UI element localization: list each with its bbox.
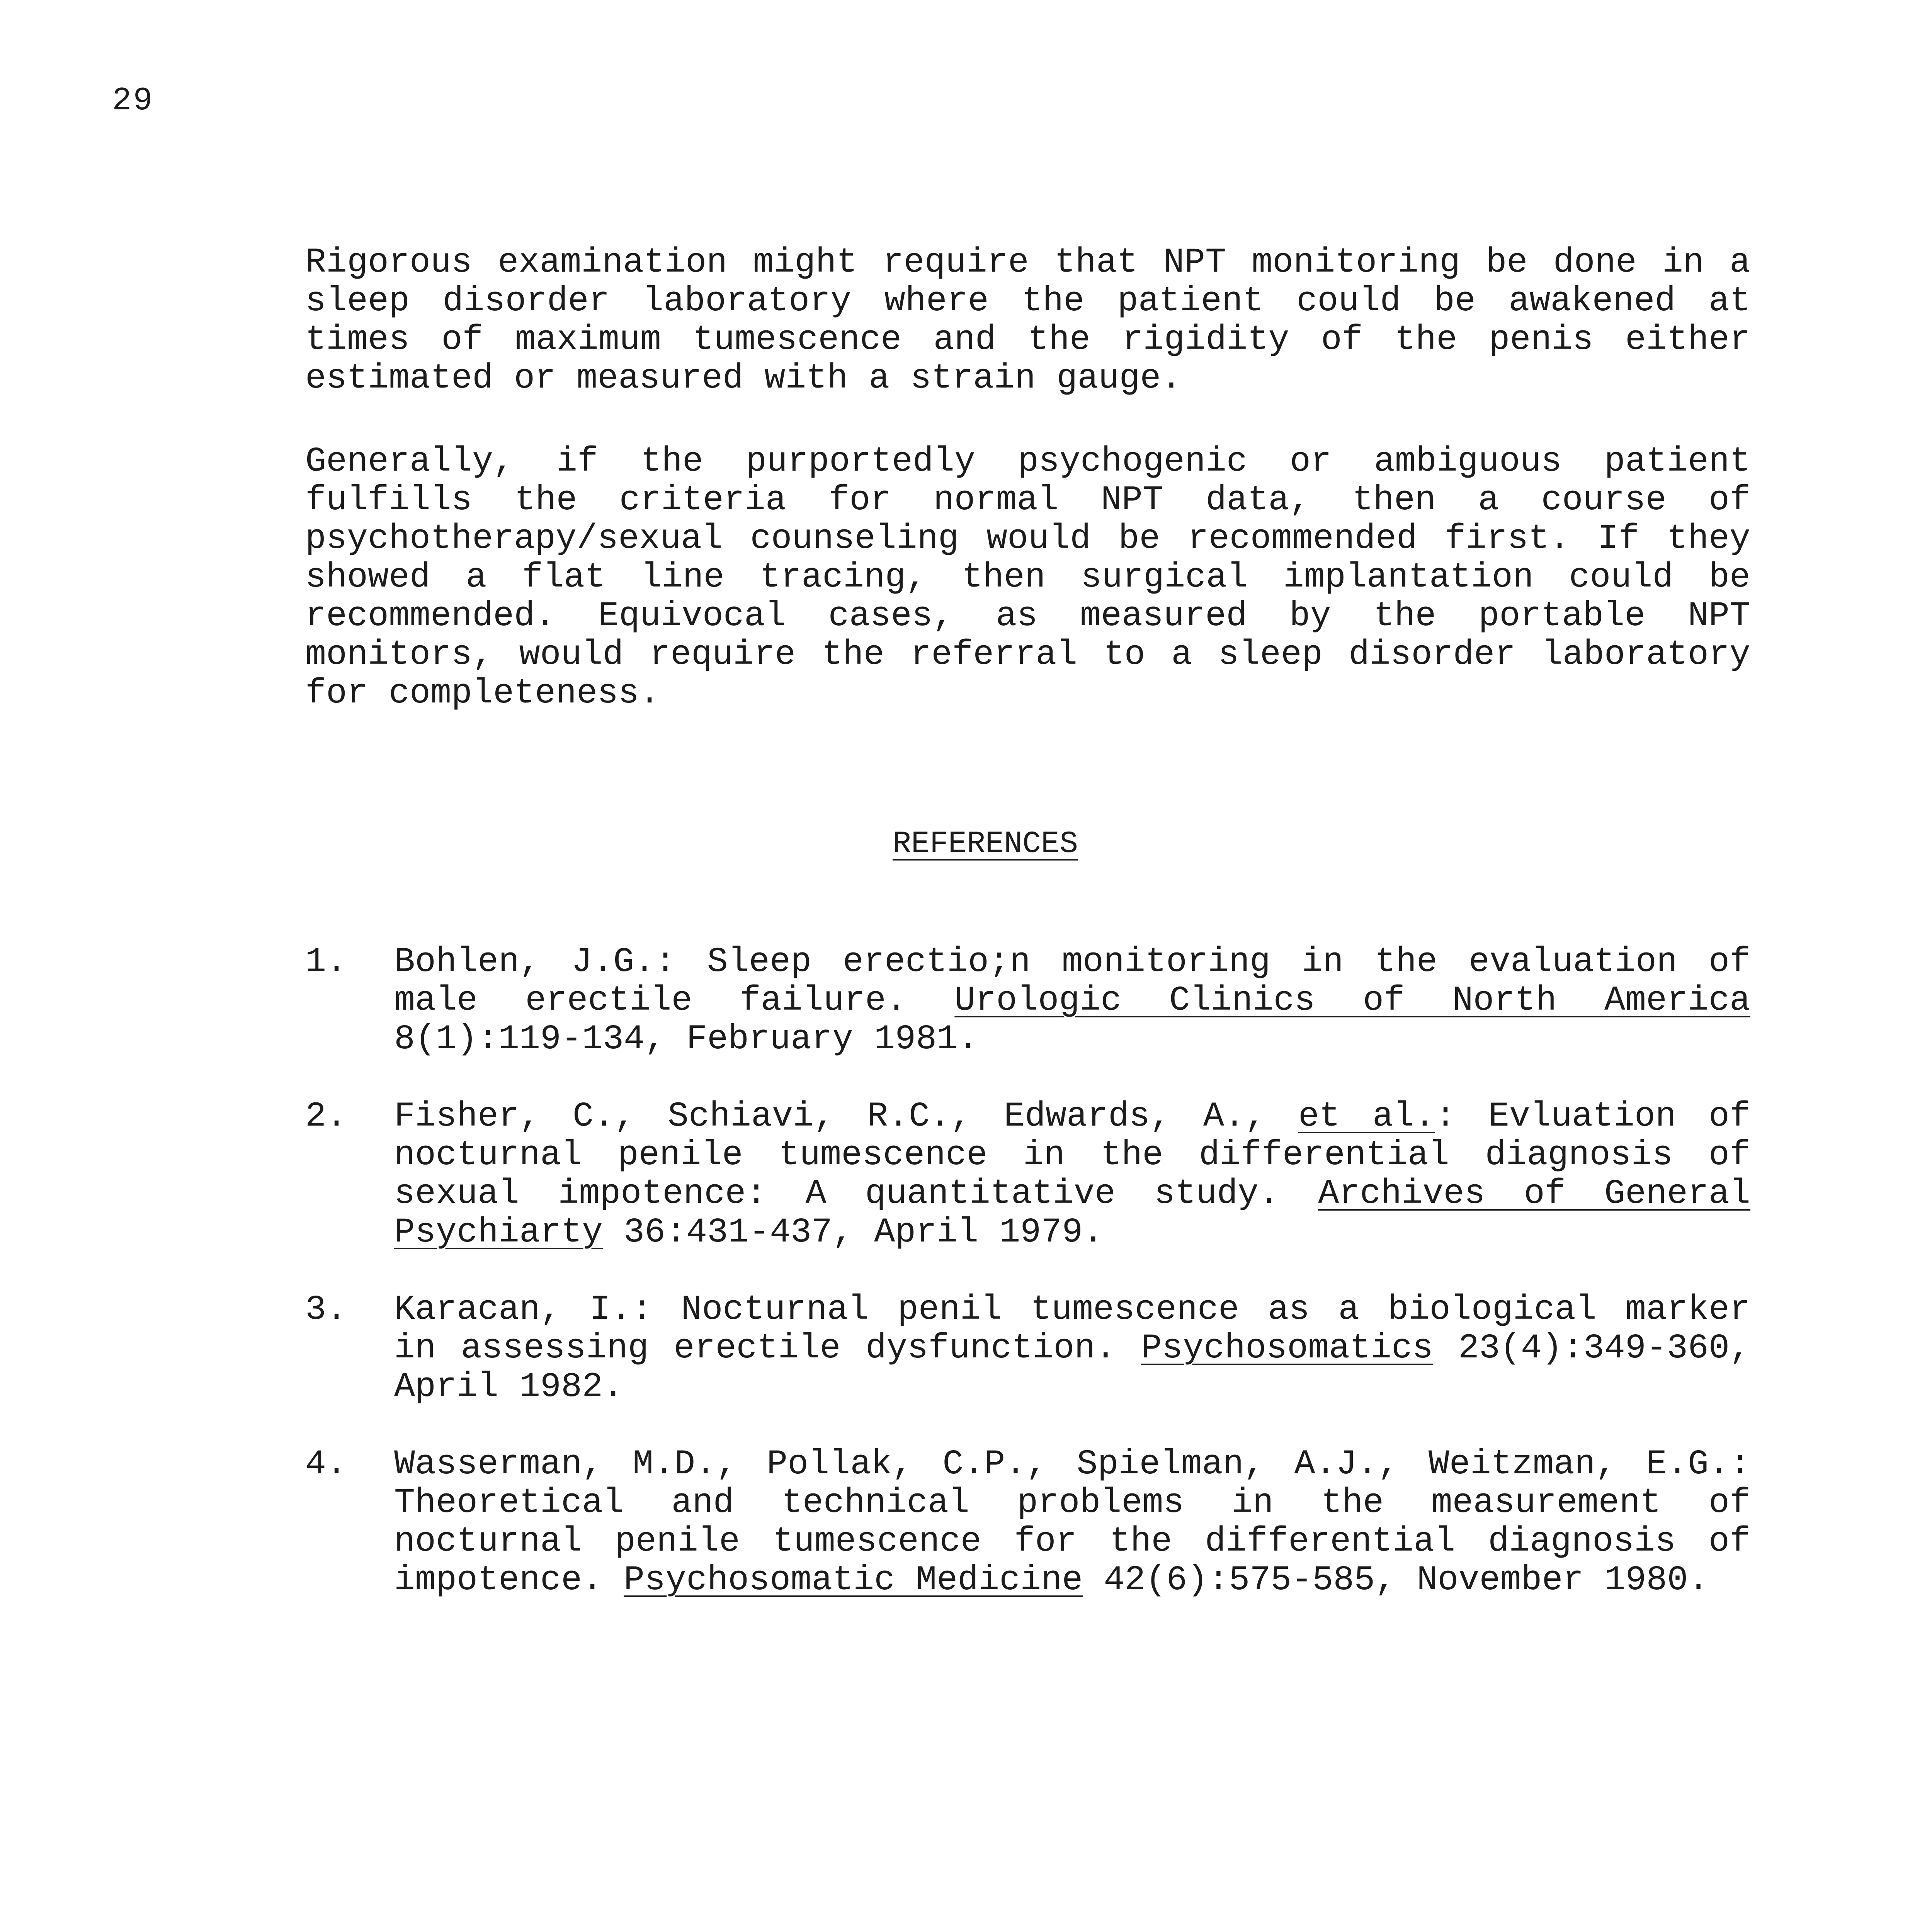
reference-journal: Urologic Clinics of North America [954,981,1750,1020]
reference-journal: Psychosomatics [1141,1329,1434,1368]
reference-title: : Evluation of nocturnal penile tumescence in the differential diagnosis of sexual impotence: A quantitative study. [394,1097,1751,1214]
reference-details: 23(4):349-360, April 1982. [394,1329,1750,1407]
reference-authors: Karacan, I.: Nocturnal penil tumescence as a biological marker in assessing erectile dysfunction. [394,1290,1750,1368]
reference-text [394,943,1750,1059]
reference-number: 4. [305,1445,347,1484]
reference-item [305,943,1750,1059]
reference-text [394,1291,1750,1406]
references-heading [0,829,1932,860]
reference-details: 42(6):575-585, November 1980. [1083,1561,1709,1600]
paragraph-generally: Generally, if the purportedly psychogenic or ambiguous patient fulfills the criteria for normal NPT data, then a course of psychotherapy/sexual counseling would be recommended first. If they showed a flat line tracing, then surgical implantation could be recommended. Equivocal cases, as measured by the portable NPT monitors, would require the referral to a sleep disorder laboratory for completeness. [305,442,1750,713]
page-number: 29 [112,83,154,119]
reference-et-al: et al. [1298,1097,1435,1136]
reference-number: 2. [305,1097,347,1136]
reference-item [305,1097,1750,1252]
paragraph-rigorous-examination: Rigorous examination might require that NPT monitoring be done in a sleep disorder laboratory where the patient could be awakened at times of maximum tumescence and the rigidity of the penis either estimated or measured with a strain gauge. [305,243,1750,398]
reference-text [394,1445,1750,1600]
reference-number: 1. [305,942,347,982]
reference-item [305,1291,1750,1406]
reference-journal: Archives of General Psychiarty [394,1174,1750,1252]
reference-authors: Bohlen, J.G.: Sleep erectio;n monitoring in the evaluation of male erectile failure. [394,942,1750,1020]
reference-authors: Fisher, C., Schiavi, R.C., Edwards, A., [394,1097,1298,1136]
reference-item [305,1445,1750,1600]
reference-number: 3. [305,1290,347,1330]
reference-details: 36:431-437, April 1979. [603,1213,1104,1252]
reference-text [394,1097,1750,1252]
references-heading-text: REFERENCES [892,827,1078,862]
reference-journal: Psychosomatic Medicine [624,1561,1083,1600]
reference-details: 8(1):119-134, February 1981. [394,1020,979,1059]
reference-authors: Wasserman, M.D., Pollak, C.P., Spielman, A.J., Weitzman, E.G.: Theoretical and technical problems in the measurement of nocturnal penile tumescence for the differential diagnosis of impotence. [394,1445,1750,1600]
